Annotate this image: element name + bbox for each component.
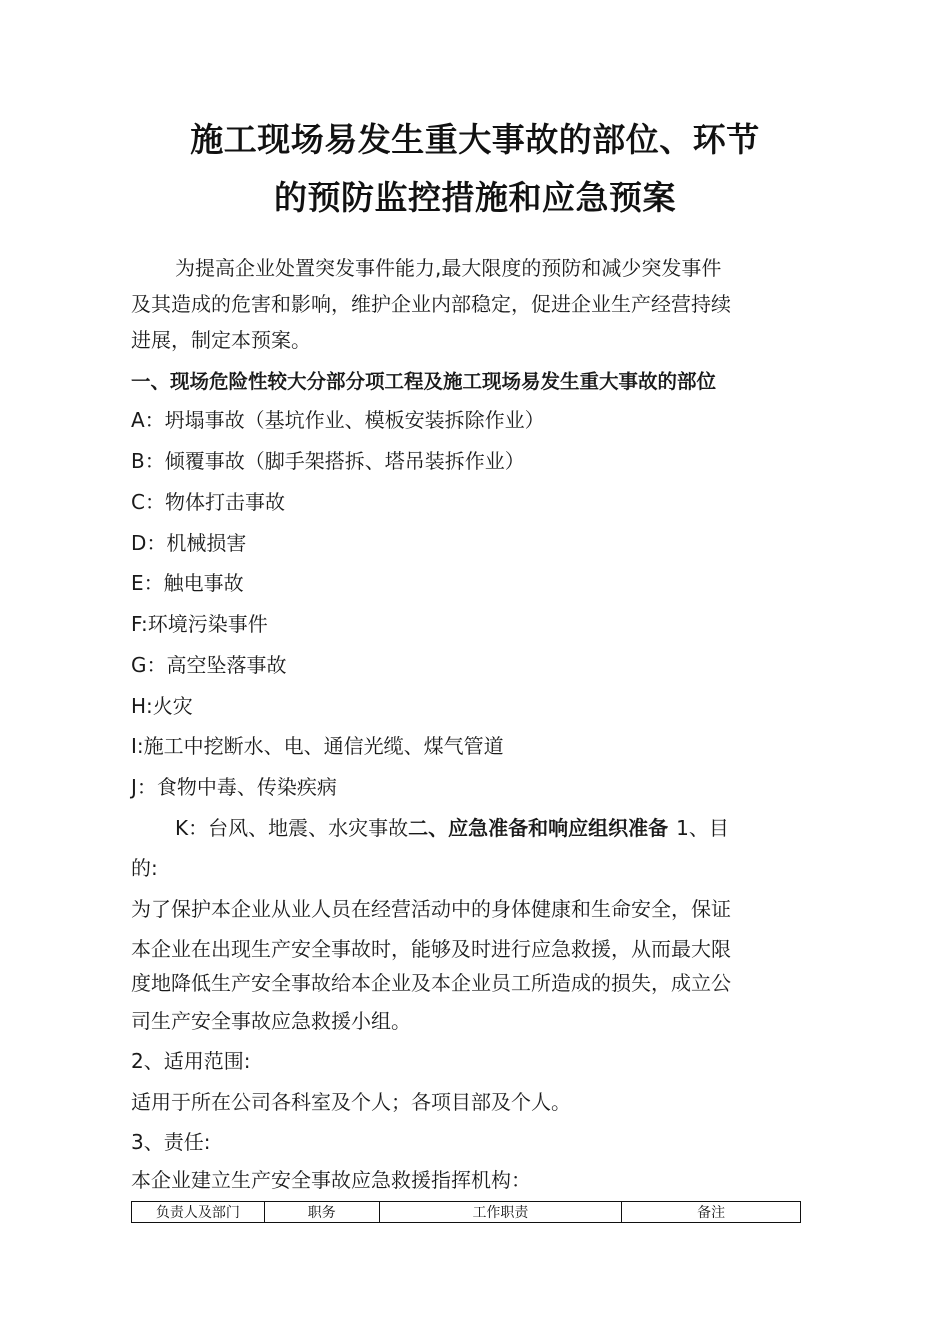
- purpose-label: 1、目: [676, 816, 729, 840]
- hazard-item: B：倾覆事故（脚手架搭拆、塔吊装拆作业）: [131, 449, 525, 473]
- responsibility-label: 3、责任:: [131, 1130, 211, 1154]
- hazard-item: D：机械损害: [131, 531, 247, 555]
- purpose-text-line-3: 度地降低生产安全事故给本企业及本企业员工所造成的损失，成立公: [131, 971, 731, 995]
- command-structure-table: [131, 1201, 801, 1223]
- hazard-item: H:火灾: [131, 694, 193, 718]
- table-header-cell: 工作职责: [379, 1202, 622, 1223]
- purpose-text-line-2: 本企业在出现生产安全事故时，能够及时进行应急救援，从而最大限: [131, 937, 731, 961]
- section-1-heading: 一、现场危险性较大分部分项工程及施工现场易发生重大事故的部位: [131, 370, 717, 393]
- hazard-item: G：高空坠落事故: [131, 653, 287, 677]
- intro-line-2: 及其造成的危害和影响，维护企业内部稳定，促进企业生产经营持续: [131, 292, 731, 316]
- purpose-label-continued: 的:: [131, 856, 158, 880]
- purpose-text-line-1: 为了保护本企业从业人员在经营活动中的身体健康和生命安全，保证: [131, 897, 731, 921]
- table-header-cell: 职务: [264, 1202, 379, 1223]
- scope-label: 2、适用范围:: [131, 1049, 251, 1073]
- scope-text: 适用于所在公司各科室及个人；各项目部及个人。: [131, 1090, 571, 1114]
- hazard-item: C：物体打击事故: [131, 490, 285, 514]
- hazard-item-k: K：台风、地震、水灾事故: [175, 816, 409, 840]
- table-header-row: [132, 1202, 801, 1223]
- hazard-item: F:环境污染事件: [131, 612, 268, 636]
- document-title-line-1: 施工现场易发生重大事故的部位、环节: [190, 120, 760, 159]
- hazard-item: J：食物中毒、传染疾病: [131, 775, 337, 799]
- responsibility-text: 本企业建立生产安全事故应急救援指挥机构：: [131, 1168, 531, 1192]
- table-header-cell: 备注: [622, 1202, 801, 1223]
- intro-line-1: 为提高企业处置突发事件能力,最大限度的预防和减少突发事件: [175, 256, 722, 280]
- hazard-item: E：触电事故: [131, 571, 244, 595]
- section-2-heading: 二、应急准备和响应组织准备: [408, 816, 669, 840]
- intro-line-3: 进展，制定本预案。: [131, 328, 311, 352]
- intro-paragraph: [131, 250, 811, 358]
- hazard-item: I:施工中挖断水、电、通信光缆、煤气管道: [131, 734, 504, 758]
- hazard-item: A：坍塌事故（基坑作业、模板安装拆除作业）: [131, 408, 545, 432]
- purpose-text-line-4: 司生产安全事故应急救援小组。: [131, 1009, 411, 1033]
- document-title-line-2: 的预防监控措施和应急预案: [274, 178, 676, 217]
- table-header-cell: 负责人及部门: [132, 1202, 265, 1223]
- hazard-k-line: [175, 812, 729, 841]
